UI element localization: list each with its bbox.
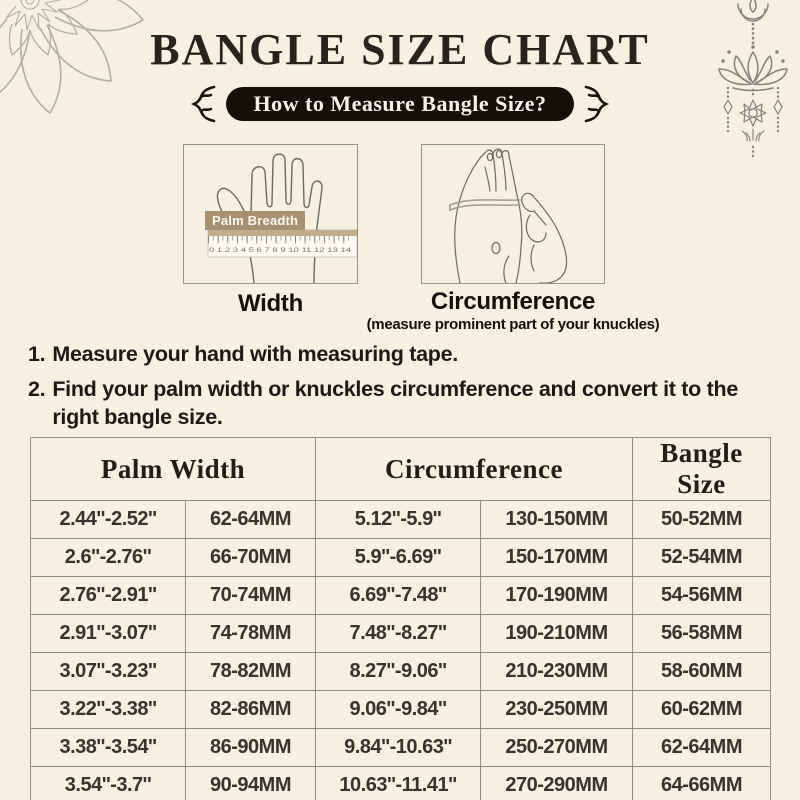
table-cell: 150-170MM [481, 539, 633, 577]
table-row [31, 767, 771, 800]
table-cell: 54-56MM [633, 577, 771, 615]
table-cell: 70-74MM [186, 577, 316, 615]
page-title: BANGLE SIZE CHART [150, 25, 650, 74]
column-header-circumference: Circumference [316, 438, 633, 501]
table-cell: 3.07''-3.23'' [31, 653, 186, 691]
table-cell: 2.76''-2.91'' [31, 577, 186, 615]
instruction-item-2 [28, 376, 768, 432]
table-cell: 82-86MM [186, 691, 316, 729]
upright-hand-outline [455, 149, 522, 283]
circumference-caption: Circumference [430, 288, 596, 315]
flourish-right-icon [583, 84, 615, 124]
badge-row [0, 84, 800, 124]
how-to-measure-badge: How to Measure Bangle Size? [226, 87, 575, 121]
table-cell: 9.84''-10.63'' [316, 729, 481, 767]
sprout-icon [742, 129, 764, 141]
table-cell: 60-62MM [633, 691, 771, 729]
flourish-left-icon [185, 84, 217, 124]
table-cell: 250-270MM [481, 729, 633, 767]
table-cell: 8.27''-9.06'' [316, 653, 481, 691]
measuring-hand-outline [492, 193, 567, 283]
table-cell: 52-54MM [633, 539, 771, 577]
ruler [208, 230, 357, 257]
table-cell: 3.38''-3.54'' [31, 729, 186, 767]
width-measure-illustration [183, 144, 358, 284]
instructions-list [28, 341, 768, 439]
table-cell: 74-78MM [186, 615, 316, 653]
table-cell: 62-64MM [633, 729, 771, 767]
table-row [31, 577, 771, 615]
table-cell: 62-64MM [186, 501, 316, 539]
table-row [31, 691, 771, 729]
table-cell: 5.9''-6.69'' [316, 539, 481, 577]
table-cell: 56-58MM [633, 615, 771, 653]
table-header-row [31, 438, 771, 501]
size-chart-table [30, 437, 771, 800]
instruction-number: 2. [28, 376, 46, 401]
instruction-item-1 [28, 341, 768, 369]
circumference-note: (measure prominent part of your knuckles) [366, 316, 660, 333]
table-cell: 170-190MM [481, 577, 633, 615]
table-cell: 3.22''-3.38'' [31, 691, 186, 729]
table-row [31, 729, 771, 767]
circumference-measure-illustration [421, 144, 605, 284]
table-cell: 2.6''-2.76'' [31, 539, 186, 577]
table-cell: 58-60MM [633, 653, 771, 691]
instruction-text: Measure your hand with measuring tape. [52, 342, 458, 366]
table-cell: 66-70MM [186, 539, 316, 577]
table-cell: 50-52MM [633, 501, 771, 539]
crescent-moon-icon [738, 0, 768, 21]
instruction-number: 1. [28, 342, 46, 366]
table-cell: 2.44''-2.52'' [31, 501, 186, 539]
table-cell: 64-66MM [633, 767, 771, 800]
table-row [31, 539, 771, 577]
table-cell: 78-82MM [186, 653, 316, 691]
table-cell: 130-150MM [481, 501, 633, 539]
width-caption: Width [238, 290, 303, 317]
table-cell: 10.63''-11.41'' [316, 767, 481, 800]
hands-with-tape-drawing [422, 145, 604, 283]
table-row [31, 615, 771, 653]
table-cell: 9.06''-9.84'' [316, 691, 481, 729]
instruction-text: Find your palm width or knuckles circumference and convert it to the right bangle size. [52, 376, 739, 429]
table-cell: 90-94MM [186, 767, 316, 800]
palm-breadth-label: Palm Breadth [205, 211, 305, 230]
table-cell: 6.69''-7.48'' [316, 577, 481, 615]
table-cell: 270-290MM [481, 767, 633, 800]
table-cell: 190-210MM [481, 615, 633, 653]
measuring-tape [450, 200, 520, 210]
column-header-palm-width: Palm Width [31, 438, 316, 501]
table-cell: 3.54''-3.7'' [31, 767, 186, 800]
table-cell: 5.12''-5.9'' [316, 501, 481, 539]
table-cell: 86-90MM [186, 729, 316, 767]
table-cell: 230-250MM [481, 691, 633, 729]
table-row [31, 501, 771, 539]
column-header-bangle-size: Bangle Size [633, 438, 771, 501]
table-cell: 7.48''-8.27'' [316, 615, 481, 653]
table-row [31, 653, 771, 691]
table-cell: 2.91''-3.07'' [31, 615, 186, 653]
table-cell: 210-230MM [481, 653, 633, 691]
ruler-numbers: 0 1 2 3 4 5 6 7 8 9 10 11 12 13 14 [209, 247, 352, 254]
